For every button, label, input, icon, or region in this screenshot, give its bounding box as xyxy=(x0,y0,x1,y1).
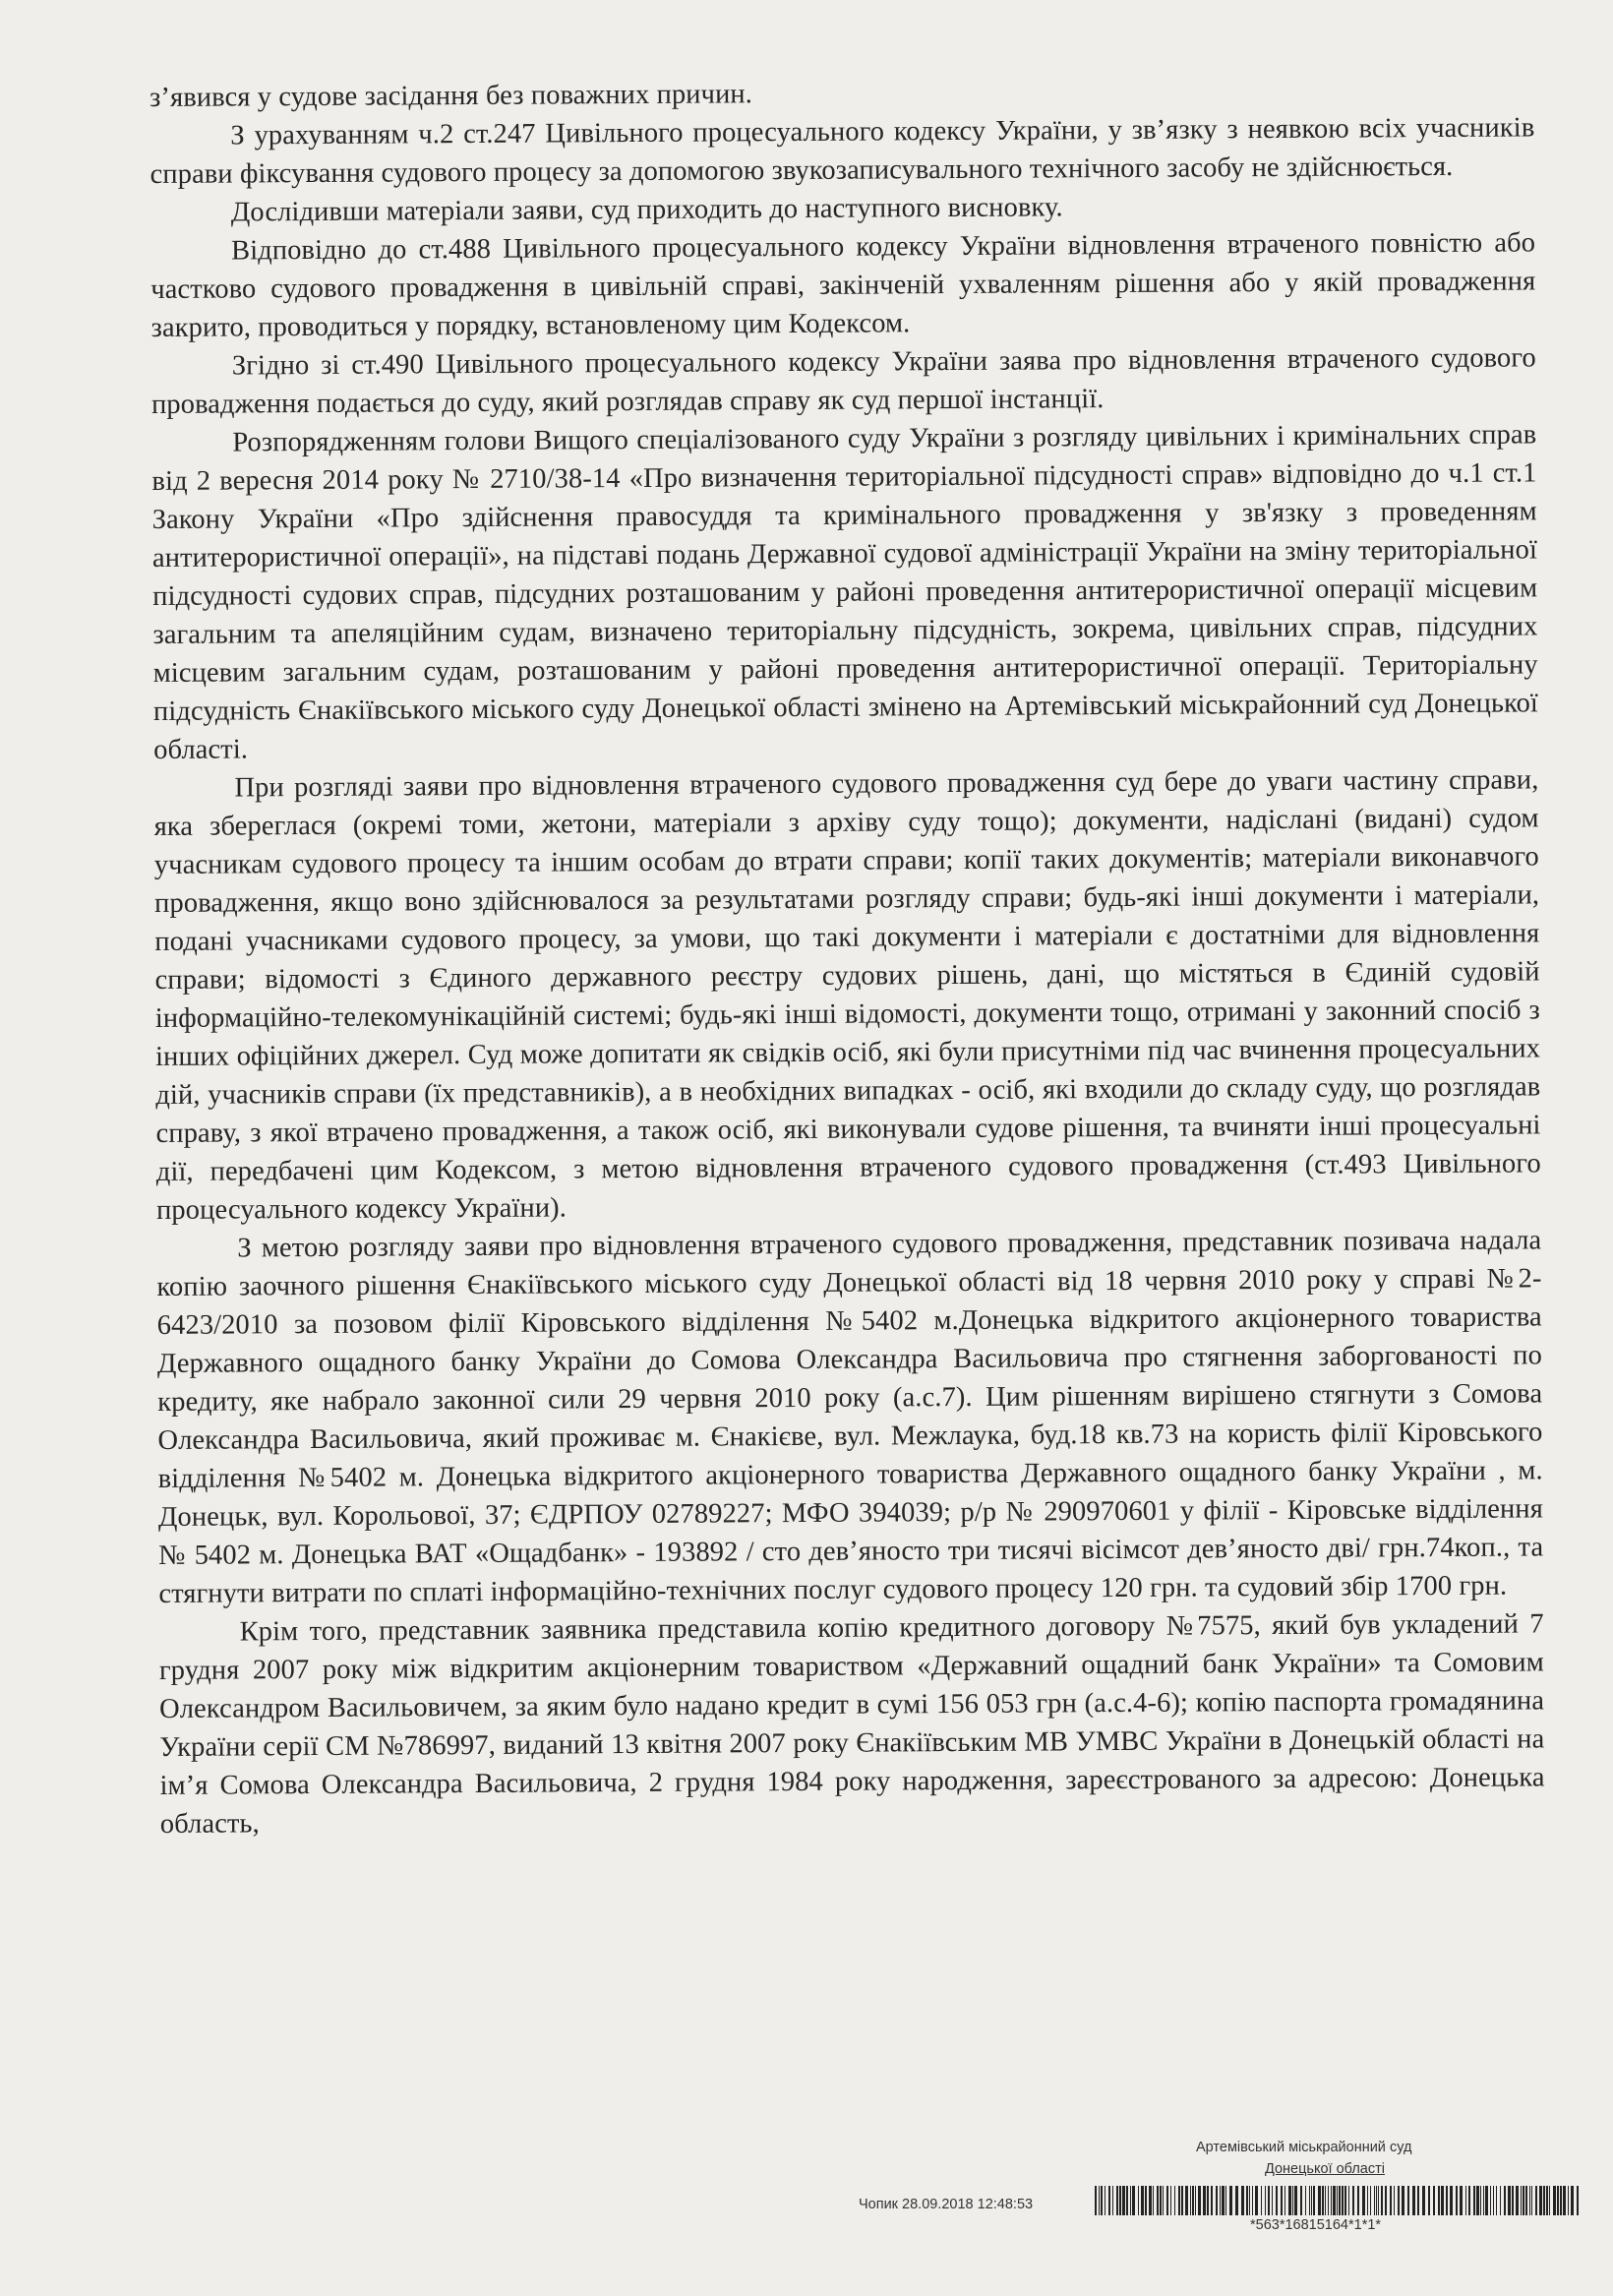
author-datetime-stamp: Чопик 28.09.2018 12:48:53 xyxy=(859,2197,1034,2212)
paragraph: Розпорядженням голови Вищого спеціалізованого суду України з розгляду цивільних і кримінальних справ від 2 вересня 2014 року № 2710/38-14 «Про визначення територіальної підсудності справ» відповідно до ч.1 ст.1 Закону України «Про здійснення правосуддя та кримінального провадження у зв'язку з проведенням антитерористичної операції», на підставі подань Державної судової адміністрації України на зміну територіальної підсудності судових справ, підсудних розташованим у районі проведення антитерористичної операції місцевим загальним та апеляційним судам, визначено територіальну підсудність, зокрема, цивільних справ, підсудних місцевим загальним судам, розташованим у районі проведення антитерористичної операції. Територіальну підсудність Єнакіївського міського суду Донецької області змінено на Артемівський міськрайонний суд Донецької області. xyxy=(151,419,1538,765)
paragraph: Крім того, представник заявника представила копію кредитного договору №7575, який був укладений 7 грудня 2007 року між відкритим акціонерним товариством «Державний ощадний банк України» та Сомовим Олександром Васильовичем, за яким було надано кредит в сумі 156 053 грн (а.с.4-6); копію паспорта громадянина України серії СМ №786997, виданий 13 квітня 2007 року Єнакіївським МВ УМВС України в Донецькій області на ім’я Сомова Олександра Васильовича, 2 грудня 1984 року народження, зареєстрованого за адресою: Донецька область, xyxy=(158,1608,1545,1840)
paragraph: Відповідно до ст.488 Цивільного процесуального кодексу України відновлення втраченого повністю або частково судового провадження в цивільній справі, закінченій ухваленням рішення або у якій провадження закрито, проводиться у порядку, встановленому цим Кодексом. xyxy=(150,227,1536,343)
court-name: Артемівський міськрайонний суд xyxy=(1196,2140,1412,2155)
paragraph: з’явився у судове засідання без поважних причин. xyxy=(149,79,753,113)
barcode-number: *563*16815164*1*1* xyxy=(1250,2217,1382,2233)
paragraph: При розгляді заяви про відновлення втраченого судового провадження суд бере до уваги частину справи, яка збереглася (окремі томи, жетони, матеріали з архіву суду тощо); документи, надіслані (видані) судом учасникам судового процесу та іншим особам до втрати справи; копії таких документів; матеріали виконавчого провадження, якщо воно здійснювалося за результатами розгляду справи; будь-які інші документи і матеріали, подані учасниками судового процесу, за умови, що такі документи і матеріали є достатніми для відновлення справи; відомості з Єдиного державного реєстру судових рішень, дані, що містяться в Єдиній судовій інформаційно-телекомунікаційній системі; будь-які інші відомості, документи тощо, отримані у законний спосіб з інших офіційних джерел. Суд може допитати як свідків осіб, які були присутніми під час вчинення процесуальних дій, учасників справи (їх представників), а в необхідних випадках - осіб, які входили до складу суду, що розглядав справу, з якої втрачено провадження, а також осіб, які виконували судове рішення, та вчиняти інші процесуальні дії, передбачені цим Кодексом, з метою відновлення втраченого судового провадження (ст.493 Цивільного процесуального кодексу України). xyxy=(153,764,1541,1226)
paragraph: Згідно зі ст.490 Цивільного процесуального кодексу України заява про відновлення втраченого судового провадження подається до суду, який розглядав справу як суд першої інстанції. xyxy=(150,342,1536,420)
court-region: Донецької області xyxy=(1265,2161,1385,2177)
paragraph: З метою розгляду заяви про відновлення втраченого судового провадження, представник позивача надала копію заочного рішення Єнакіївського міського суду Донецької області від 18 червня 2010 року у справі №2-6423/2010 за позовом філії Кіровського відділення №5402 м.Донецька відкритого акціонерного товариства Державного ощадного банку України до Сомова Олександра Васильовича про стягнення заборгованості по кредиту, яке набрало законної сили 29 червня 2010 року (а.с.7). Цим рішенням вирішено стягнути з Сомова Олександра Васильовича, який проживає м. Єнакієве, вул. Межлаука, буд.18 кв.73 на користь філії Кіровського відділення №5402 м. Донецька відкритого акціонерного товариства Державного ощадного банку України , м. Донецьк, вул. Корольової, 37; ЄДРПОУ 02789227; МФО 394039; р/р № 290970601 у філії - Кіровське відділення № 5402 м. Донецька ВАТ «Ощадбанк» - 193892 / сто дев’яносто три тисячі вісімсот дев’яносто дві/ грн.74коп., та стягнути витрати по сплаті інформаційно-технічних послуг судового процесу 120 грн. та судовий збір 1700 грн. xyxy=(156,1225,1544,1609)
paragraph: Дослідивши матеріали заяви, суд приходить до наступного висновку. xyxy=(230,192,1063,228)
document-body xyxy=(149,70,1545,1843)
paragraph: З урахуванням ч.2 ст.247 Цивільного процесуального кодексу України, у зв’язку з неявкою всіх учасників справи фіксування судового процесу за допомогою звукозаписувального технічного засобу не здійснюється. xyxy=(149,112,1535,190)
